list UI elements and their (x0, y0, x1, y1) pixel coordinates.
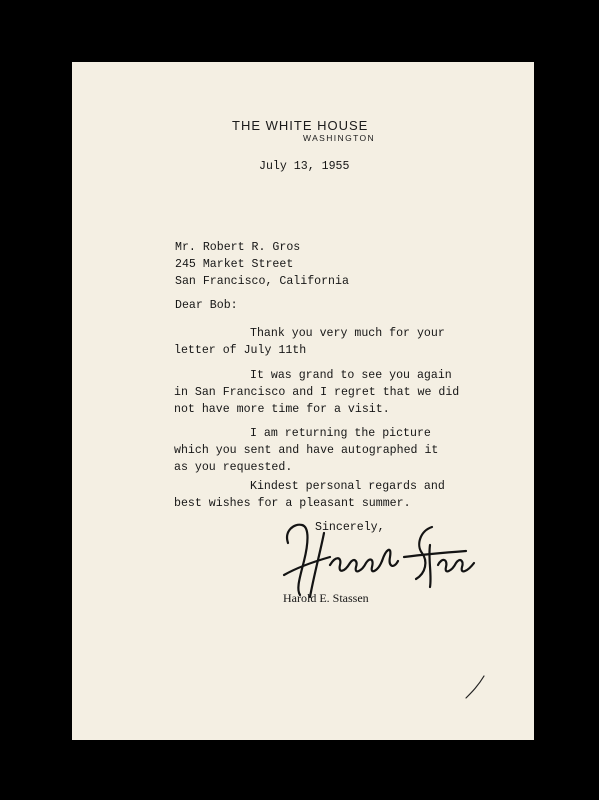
pen-mark (462, 672, 492, 702)
paragraph-line: best wishes for a pleasant summer. (174, 497, 411, 510)
paragraph-line: which you sent and have autographed it (174, 444, 439, 457)
paragraph-line: as you requested. (174, 461, 293, 474)
handwritten-signature (270, 505, 490, 605)
paragraph-2 (174, 367, 459, 418)
recipient-street: 245 Market Street (175, 258, 294, 271)
paragraph-line: not have more time for a visit. (174, 403, 390, 416)
letter-date: July 13, 1955 (259, 160, 350, 173)
paragraph-line: Kindest personal regards and (250, 480, 445, 493)
paragraph-line: I am returning the picture (250, 427, 431, 440)
paragraph-line: Thank you very much for your (250, 327, 445, 340)
paragraph-line: It was grand to see you again (250, 369, 452, 382)
paragraph-line: letter of July 11th (174, 344, 307, 357)
closing: Sincerely, (315, 521, 385, 534)
paragraph-3 (174, 425, 438, 476)
recipient-name: Mr. Robert R. Gros (175, 241, 301, 254)
letterhead-subtitle: WASHINGTON (303, 133, 376, 143)
recipient-address (175, 239, 349, 290)
salutation: Dear Bob: (175, 299, 238, 312)
paragraph-1 (174, 325, 445, 359)
signer-name: Harold E. Stassen (283, 591, 369, 605)
paragraph-line: in San Francisco and I regret that we did (174, 386, 460, 399)
letterhead-title: THE WHITE HOUSE (232, 118, 369, 133)
recipient-city: San Francisco, California (175, 275, 349, 288)
